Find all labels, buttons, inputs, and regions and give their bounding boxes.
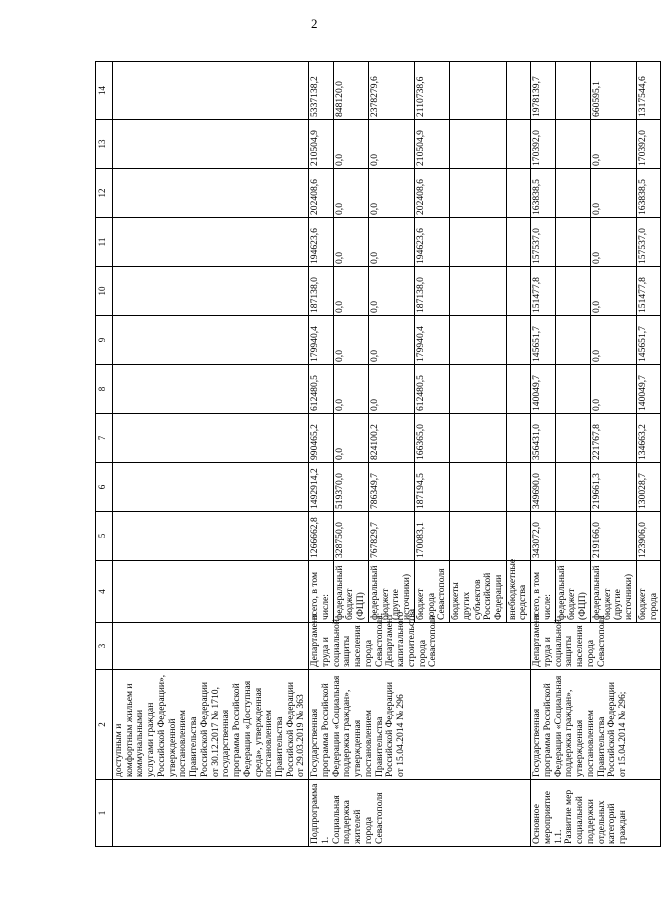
header-cell: 13 [96, 120, 113, 169]
header-cell: 12 [96, 169, 113, 218]
amount-cell: 194623,6 [309, 218, 333, 267]
amount-cell [555, 414, 590, 463]
amount-cell [555, 62, 590, 120]
amount-cell: 0,0 [368, 316, 414, 365]
funding-source: бюджеты других субъектов Российской Федерации [450, 561, 507, 623]
empty-cell [113, 365, 309, 414]
header-cell: 1 [96, 780, 113, 847]
amount-cell: 356431,0 [531, 414, 555, 463]
header-cell: 5 [96, 512, 113, 561]
amount-cell: 157537,0 [531, 218, 555, 267]
amount-cell: 0,0 [590, 267, 636, 316]
amount-cell: 219661,3 [590, 463, 636, 512]
executor: Департамент труда и социальной защиты населения города Севастополя; Департамент капитального строительства города Севастополя [309, 623, 531, 670]
amount-cell: 2378279,6 [368, 62, 414, 120]
amount-cell: 0,0 [590, 120, 636, 169]
header-row [96, 62, 113, 847]
amount-cell: 848120,0 [333, 62, 368, 120]
table-row [531, 62, 555, 847]
funding-source: всего, в том числе: [309, 561, 333, 623]
amount-cell: 202408,6 [309, 169, 333, 218]
header-cell: 8 [96, 365, 113, 414]
header-cell: 11 [96, 218, 113, 267]
empty-cell [113, 414, 309, 463]
funding-source: федеральный бюджет (другие источники) [590, 561, 636, 623]
empty-cell [113, 623, 309, 670]
amount-cell: 151477,8 [531, 267, 555, 316]
amount-cell [450, 512, 507, 561]
amount-cell: 187138,0 [309, 267, 333, 316]
amount-cell [506, 218, 530, 267]
amount-cell: 170083,1 [414, 512, 449, 561]
amount-cell: 194623,6 [414, 218, 449, 267]
amount-cell: 157537,0 [636, 218, 660, 267]
activity-name: Подпрограмма 1. Социальная поддержка жителей города Севастополя [309, 780, 531, 847]
executor: Департамент труда и социальной защиты населения города Севастополя [531, 623, 661, 670]
program-name-continuation: доступным и комфортным жильем и коммунальными услугами граждан Российской Федерации», утвержденной постановлением Правительства Российской Федерации от 30.12.2017 № 1710, государственная программа Российской Федерации «Доступная среда», утвержденная постановлением Правительства Российской Федерации от 29.03.2019 № 363 [113, 670, 309, 780]
budget-table [95, 61, 661, 847]
amount-cell: 0,0 [333, 365, 368, 414]
header-cell: 14 [96, 62, 113, 120]
amount-cell: 0,0 [333, 267, 368, 316]
amount-cell: 187194,5 [414, 463, 449, 512]
amount-cell: 0,0 [368, 169, 414, 218]
amount-cell [506, 463, 530, 512]
amount-cell [555, 512, 590, 561]
amount-cell: 1978139,7 [531, 62, 555, 120]
amount-cell: 163838,5 [636, 169, 660, 218]
amount-cell: 328750,0 [333, 512, 368, 561]
amount-cell [450, 218, 507, 267]
amount-cell: 5337138,2 [309, 62, 333, 120]
amount-cell: 170392,0 [531, 120, 555, 169]
funding-source: всего, в том числе: [531, 561, 555, 623]
amount-cell: 151477,8 [636, 267, 660, 316]
amount-cell [555, 365, 590, 414]
amount-cell: 170392,0 [636, 120, 660, 169]
amount-cell [555, 267, 590, 316]
amount-cell: 0,0 [368, 120, 414, 169]
amount-cell: 767829,7 [368, 512, 414, 561]
amount-cell [555, 463, 590, 512]
amount-cell: 1317544,6 [636, 62, 660, 120]
amount-cell: 0,0 [368, 267, 414, 316]
funding-source: федеральный бюджет (ФЦП) [555, 561, 590, 623]
amount-cell: 343072,0 [531, 512, 555, 561]
amount-cell: 166365,0 [414, 414, 449, 463]
amount-cell: 612480,5 [414, 365, 449, 414]
header-cell: 9 [96, 316, 113, 365]
amount-cell: 0,0 [590, 218, 636, 267]
amount-cell [555, 120, 590, 169]
amount-cell: 0,0 [333, 169, 368, 218]
header-cell: 2 [96, 670, 113, 780]
amount-cell: 612480,5 [309, 365, 333, 414]
empty-cell [113, 218, 309, 267]
empty-cell [113, 316, 309, 365]
amount-cell [506, 414, 530, 463]
empty-cell [113, 267, 309, 316]
amount-cell: 660595,1 [590, 62, 636, 120]
amount-cell: 0,0 [368, 365, 414, 414]
amount-cell: 0,0 [333, 218, 368, 267]
amount-cell [555, 218, 590, 267]
amount-cell: 140049,7 [531, 365, 555, 414]
empty-cell [113, 169, 309, 218]
amount-cell: 0,0 [333, 414, 368, 463]
amount-cell: 786349,7 [368, 463, 414, 512]
amount-cell [450, 316, 507, 365]
empty-cell [113, 463, 309, 512]
amount-cell: 163838,5 [531, 169, 555, 218]
amount-cell: 179940,4 [309, 316, 333, 365]
amount-cell: 179940,4 [414, 316, 449, 365]
amount-cell [555, 169, 590, 218]
funding-source: внебюджетные средства [506, 561, 530, 623]
amount-cell [506, 169, 530, 218]
amount-cell [450, 365, 507, 414]
amount-cell [506, 365, 530, 414]
amount-cell [555, 316, 590, 365]
funding-source: федеральный бюджет (ФЦП) [333, 561, 368, 623]
funding-source: бюджет города Севастополя [414, 561, 449, 623]
amount-cell: 123906,0 [636, 512, 660, 561]
amount-cell: 140049,7 [636, 365, 660, 414]
amount-cell [450, 267, 507, 316]
amount-cell: 0,0 [333, 316, 368, 365]
amount-cell: 1492914,2 [309, 463, 333, 512]
amount-cell: 0,0 [333, 120, 368, 169]
amount-cell: 0,0 [590, 365, 636, 414]
amount-cell: 0,0 [590, 169, 636, 218]
activity-name: Основное мероприятие 1.1. Развитие мер социальной поддержки отдельных категорий граждан [531, 780, 661, 847]
amount-cell: 219166,0 [590, 512, 636, 561]
header-cell: 7 [96, 414, 113, 463]
amount-cell: 519370,0 [333, 463, 368, 512]
amount-cell: 202408,6 [414, 169, 449, 218]
amount-cell [450, 463, 507, 512]
program-basis: Государственная программа Российской Федерации «Социальная поддержка граждан», утвержденная постановлением Правительства Российской Федерации от 15.04.2014 № 296; [531, 670, 661, 780]
amount-cell: 130028,7 [636, 463, 660, 512]
amount-cell: 2110738,6 [414, 62, 449, 120]
amount-cell: 824100,2 [368, 414, 414, 463]
amount-cell: 990465,2 [309, 414, 333, 463]
amount-cell [450, 62, 507, 120]
amount-cell: 187138,0 [414, 267, 449, 316]
program-basis: Государственная программа Российской Федерации «Социальная поддержка граждан», утвержденная постановлением Правительства Российской Федерации от 15.04.2014 № 296 [309, 670, 531, 780]
empty-cell [113, 780, 309, 847]
header-cell: 6 [96, 463, 113, 512]
amount-cell [450, 169, 507, 218]
empty-cell [113, 62, 309, 120]
amount-cell: 145651,7 [636, 316, 660, 365]
amount-cell: 210504,9 [414, 120, 449, 169]
table-row [309, 62, 333, 847]
amount-cell [506, 120, 530, 169]
amount-cell [450, 120, 507, 169]
amount-cell: 221767,8 [590, 414, 636, 463]
funding-source: федеральный бюджет (другие источники) [368, 561, 414, 623]
header-cell: 3 [96, 623, 113, 670]
amount-cell [506, 316, 530, 365]
rotated-table-container [95, 62, 659, 847]
header-cell: 4 [96, 561, 113, 623]
amount-cell [506, 512, 530, 561]
amount-cell: 0,0 [590, 316, 636, 365]
amount-cell [506, 267, 530, 316]
amount-cell: 1266662,8 [309, 512, 333, 561]
amount-cell [506, 62, 530, 120]
amount-cell: 145651,7 [531, 316, 555, 365]
continuation-row [113, 62, 309, 847]
empty-cell [113, 120, 309, 169]
header-cell: 10 [96, 267, 113, 316]
page-number: 2 [311, 16, 318, 31]
empty-cell [113, 512, 309, 561]
empty-cell [113, 561, 309, 623]
funding-source: бюджет города [636, 561, 660, 623]
amount-cell: 210504,9 [309, 120, 333, 169]
amount-cell: 349690,0 [531, 463, 555, 512]
amount-cell: 0,0 [368, 218, 414, 267]
amount-cell [450, 414, 507, 463]
amount-cell: 134663,2 [636, 414, 660, 463]
